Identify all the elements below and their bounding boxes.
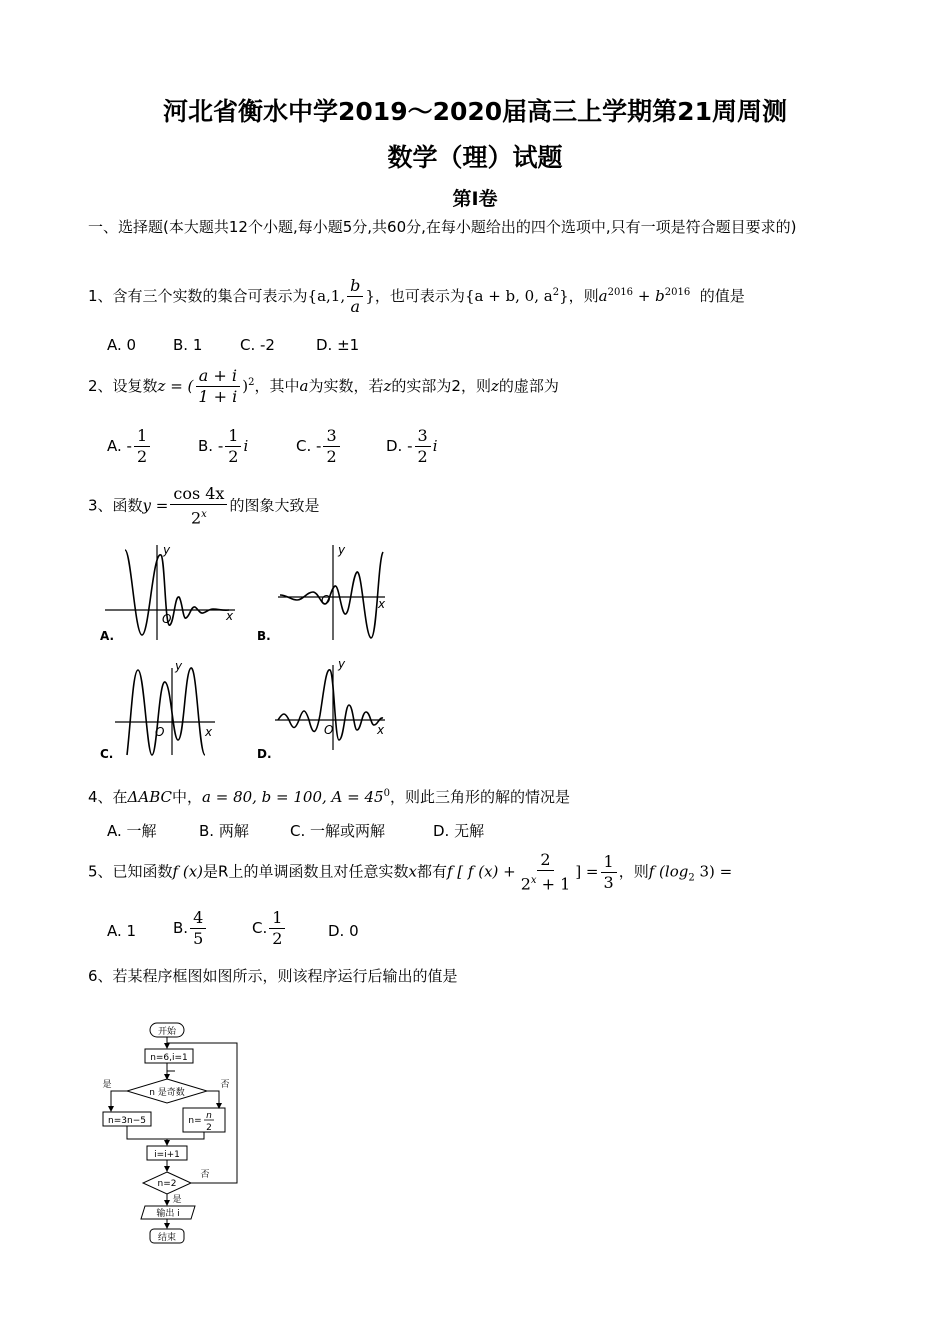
graph-d-label: D. (257, 747, 272, 761)
graph-d-y-label: y (338, 657, 346, 671)
flow-start-label: 开始 (157, 1027, 177, 1037)
q3-graphs (95, 540, 405, 770)
q2-option-d: D. - $\frac{3}{2}$ i (386, 426, 438, 466)
question-4: 4、在ΔABC中，a = 80, b = 100, $A = 45^0$，则此三角形的解的情况是 (88, 788, 570, 806)
q5-option-b: B. $\frac{4}{5}$ (173, 908, 208, 949)
volume-label: 第Ⅰ卷 (452, 188, 498, 210)
graph-b-label: B. (257, 629, 271, 643)
flow-right-box-num: n (206, 1111, 212, 1121)
q1-frac-b-over-a: $\frac{b}{a}$ (347, 276, 363, 317)
graph-c-y-label: y (175, 659, 183, 673)
graph-d-x-label: x (377, 723, 385, 737)
q2-option-a: A. - $\frac{1}{2}$ (107, 426, 152, 467)
graph-a-curve (125, 550, 229, 635)
q1-option-b: B. 1 (173, 336, 203, 354)
q5-rhs-frac: $\frac{1}{3}$ (601, 852, 617, 893)
flow-output-label: 输出 i (156, 1209, 180, 1219)
q4-option-a: A. 一解 (107, 822, 157, 840)
q2-option-c: C. - $\frac{3}{2}$ (296, 426, 342, 467)
flow-cond-odd-label: n 是奇数 (149, 1088, 185, 1098)
graph-d (275, 665, 385, 750)
graph-b-x-label: x (378, 597, 386, 611)
graph-c (115, 668, 215, 755)
flow-right-box-prefix: n= (188, 1116, 202, 1126)
flow-yes2: 是 (172, 1195, 182, 1205)
q5-option-a: A. 1 (107, 922, 137, 940)
title-line1: 河北省衡水中学2019～2020届高三上学期第21周周测 (163, 97, 787, 126)
flow-cond-end-label: n=2 (157, 1179, 177, 1189)
flow-no2: 否 (200, 1170, 210, 1180)
question-5: 5、已知函数f (x)是R上的单调函数且对任意实数x都有f [ f (x) + $\frac{2}{2^x + 1}$ ] = $\frac{1}{3}$ ，则f ($\log_2$ 3) = (88, 850, 733, 894)
q3-frac: $\frac{\cos 4x}{2^x}$ (170, 484, 227, 528)
flow-init-label: n=6,i=1 (150, 1053, 188, 1063)
title-line2: 数学（理）试题 (387, 143, 563, 172)
graph-d-origin: O (324, 723, 334, 737)
flow-left-box-label: n=3n−5 (108, 1116, 146, 1126)
q5-option-d: D. 0 (328, 922, 359, 940)
q5-frac: $\frac{2}{2^x + 1}$ (520, 850, 571, 894)
flow-yes1: 是 (102, 1080, 112, 1090)
graph-c-x-label: x (205, 725, 213, 739)
question-1: 1、含有三个实数的集合可表示为{a,1, $\frac{b}{a}$ }，也可表示为{a + b, 0, $a^2$}，则$a^{2016} + b^{2016}$ 的值是 (88, 276, 745, 316)
graph-c-curve (127, 668, 205, 755)
question-3: 3、函数y = $\frac{\cos 4x}{2^x}$ 的图象大致是 (88, 484, 320, 528)
graph-a-y-label: y (163, 543, 171, 557)
flow-incr-label: i=i+1 (154, 1150, 180, 1160)
graph-a-label: A. (100, 629, 115, 643)
question-2: 2、设复数z = ( $\frac{a + i}{1 + i}$ )$^2$，其中a为实数，若z的实部为2，则z的虚部为 (88, 366, 559, 406)
graph-b-curve (280, 552, 383, 638)
flow-no1: 否 (220, 1080, 230, 1090)
graph-b (278, 545, 385, 640)
q1-option-c: C. -2 (240, 336, 275, 354)
q4-option-d: D. 无解 (433, 822, 485, 840)
q6-flowchart (95, 1015, 255, 1250)
graph-b-y-label: y (338, 543, 346, 557)
graph-c-label: C. (100, 747, 114, 761)
q2-option-b: B. - $\frac{1}{2}$ i (198, 426, 249, 466)
q2-frac: $\frac{a + i}{1 + i}$ (195, 366, 240, 407)
q1-option-a: A. 0 (107, 336, 137, 354)
graph-a-origin: O (162, 612, 172, 626)
graph-b-origin: O (321, 593, 331, 607)
question-6: 6、若某程序框图如图所示，则该程序运行后输出的值是 (88, 967, 458, 985)
q5-option-c: C. $\frac{1}{2}$ (252, 908, 287, 949)
q4-option-b: B. 两解 (199, 822, 249, 840)
section-intro: 一、选择题(本大题共12个小题,每小题5分,共60分,在每小题给出的四个选项中,只有一项是符合题目要求的) (88, 218, 797, 236)
flow-right-box-den: 2 (206, 1123, 212, 1133)
q4-option-c: C. 一解或两解 (290, 822, 386, 840)
graph-c-origin: O (155, 725, 165, 739)
flow-end-label: 结束 (157, 1233, 177, 1243)
graph-a-x-label: x (226, 609, 234, 623)
q1-option-d: D. ±1 (316, 336, 360, 354)
